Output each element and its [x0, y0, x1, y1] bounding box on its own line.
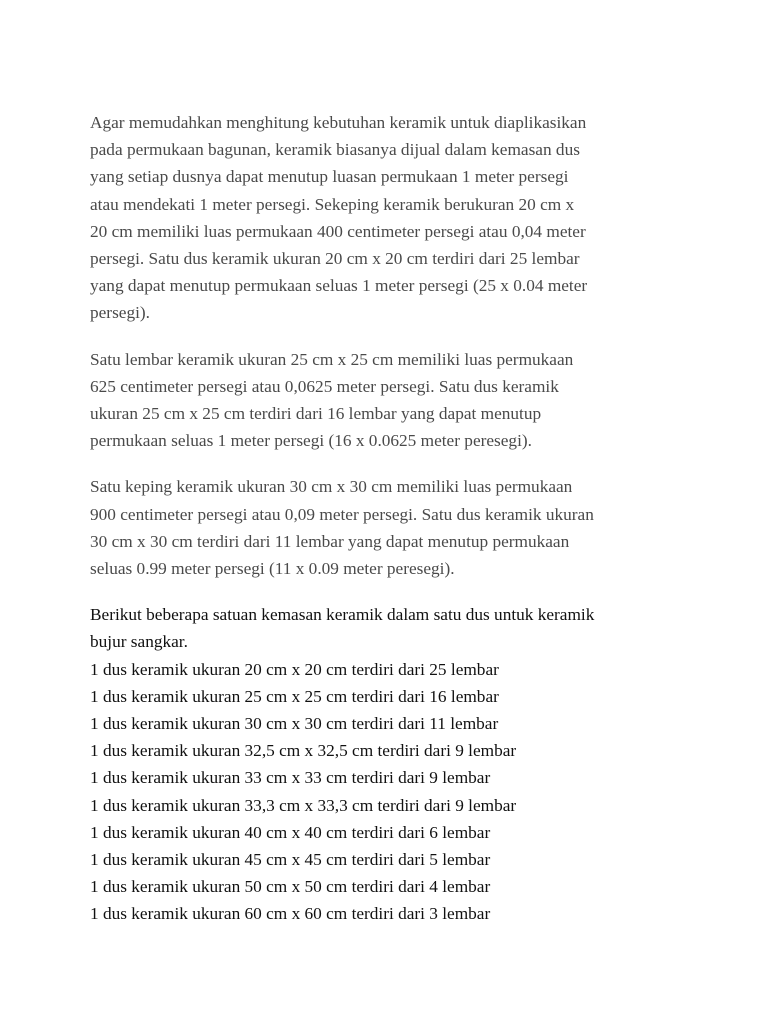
list-item: 1 dus keramik ukuran 50 cm x 50 cm terdiri dari 4 lembar [90, 877, 491, 897]
document-content [90, 109, 690, 928]
paragraph-1-line: yang setiap dusnya dapat menutup luasan permukaan 1 meter persegi [90, 167, 569, 187]
list-item: 1 dus keramik ukuran 33 cm x 33 cm terdiri dari 9 lembar [90, 768, 491, 788]
paragraph-2-line: 625 centimeter persegi atau 0,0625 meter persegi. Satu dus keramik [90, 376, 559, 396]
paragraph-2-line: ukuran 25 cm x 25 cm terdiri dari 16 lembar yang dapat menutup [90, 404, 542, 424]
paragraph-1-line: persegi). [90, 303, 150, 323]
list-item: 1 dus keramik ukuran 30 cm x 30 cm terdiri dari 11 lembar [90, 714, 499, 734]
paragraph-1-line: yang dapat menutup permukaan seluas 1 meter persegi (25 x 0.04 meter [90, 276, 588, 296]
paragraph-3-line: 30 cm x 30 cm terdiri dari 11 lembar yang dapat menutup permukaan [90, 531, 570, 551]
list-item: 1 dus keramik ukuran 25 cm x 25 cm terdiri dari 16 lembar [90, 686, 499, 706]
paragraph-3 [90, 473, 690, 582]
paragraph-1-line: persegi. Satu dus keramik ukuran 20 cm x 20 cm terdiri dari 25 lembar [90, 249, 580, 269]
paragraph-1 [90, 109, 690, 327]
paragraph-3-line: 900 centimeter persegi atau 0,09 meter persegi. Satu dus keramik ukuran [90, 504, 594, 524]
paragraph-3-line: seluas 0.99 meter persegi (11 x 0.09 meter peresegi). [90, 559, 455, 579]
list-item: 1 dus keramik ukuran 33,3 cm x 33,3 cm terdiri dari 9 lembar [90, 795, 517, 815]
list-item: 1 dus keramik ukuran 40 cm x 40 cm terdiri dari 6 lembar [90, 822, 491, 842]
paragraph-3-line: Satu keping keramik ukuran 30 cm x 30 cm memiliki luas permukaan [90, 477, 573, 497]
paragraph-2-line: Satu lembar keramik ukuran 25 cm x 25 cm memiliki luas permukaan [90, 349, 574, 369]
paragraph-1-line: Agar memudahkan menghitung kebutuhan keramik untuk diaplikasikan [90, 113, 587, 132]
packaging-list-section [90, 601, 690, 927]
list-intro-line: bujur sangkar. [90, 632, 188, 652]
list-item: 1 dus keramik ukuran 45 cm x 45 cm terdiri dari 5 lembar [90, 850, 491, 870]
list-item: 1 dus keramik ukuran 60 cm x 60 cm terdiri dari 3 lembar [90, 904, 491, 924]
paragraph-2-line: permukaan seluas 1 meter persegi (16 x 0.0625 meter peresegi). [90, 431, 532, 451]
paragraph-1-line: 20 cm memiliki luas permukaan 400 centimeter persegi atau 0,04 meter [90, 221, 586, 241]
list-item: 1 dus keramik ukuran 20 cm x 20 cm terdiri dari 25 lembar [90, 659, 499, 679]
paragraph-1-line: pada permukaan bagunan, keramik biasanya dijual dalam kemasan dus [90, 140, 580, 160]
list-item: 1 dus keramik ukuran 32,5 cm x 32,5 cm terdiri dari 9 lembar [90, 741, 517, 761]
packaging-list [90, 656, 690, 928]
list-intro-line: Berikut beberapa satuan kemasan keramik dalam satu dus untuk keramik [90, 605, 595, 625]
paragraph-1-line: atau mendekati 1 meter persegi. Sekeping keramik berukuran 20 cm x [90, 194, 575, 214]
paragraph-2 [90, 346, 690, 455]
